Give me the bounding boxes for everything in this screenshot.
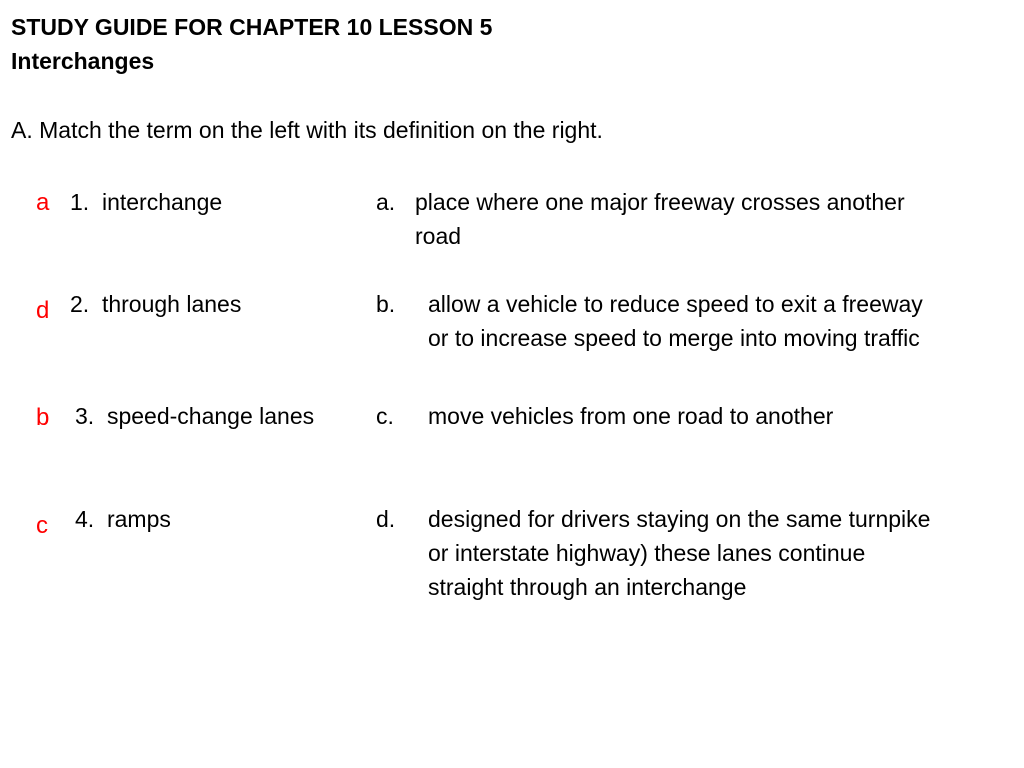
term-label: ramps (106, 506, 171, 532)
definition-line: straight through an interchange (428, 574, 747, 600)
term-item-2 (70, 287, 241, 321)
definition-d (428, 502, 1018, 604)
answer-4: c (36, 512, 48, 539)
page-title: STUDY GUIDE FOR CHAPTER 10 LESSON 5 (11, 14, 493, 40)
answer-3: b (36, 404, 50, 431)
term-label: interchange (101, 189, 223, 215)
definition-letter-c: c. (376, 403, 394, 429)
definition-line: or interstate highway) these lanes continue (428, 540, 866, 566)
term-number: 3. (75, 403, 95, 429)
definition-b (428, 287, 1018, 355)
instructions: A. Match the term on the left with its definition on the right. (11, 117, 603, 143)
term-item-3 (75, 399, 314, 433)
definition-letter-d: d. (376, 506, 396, 532)
term-label: speed-change lanes (106, 403, 315, 429)
term-item-4 (75, 502, 171, 536)
definition-letter-a: a. (376, 189, 396, 215)
term-item-1 (70, 185, 222, 219)
definition-line: place where one major freeway crosses another (415, 189, 905, 215)
definition-letter-b: b. (376, 291, 396, 317)
definition-a (415, 185, 1015, 253)
answer-1: a (36, 189, 50, 216)
definition-line: allow a vehicle to reduce speed to exit a freeway (428, 291, 923, 317)
definition-line: road (415, 223, 462, 249)
answer-2: d (36, 297, 50, 324)
term-number: 2. (70, 291, 90, 317)
term-number: 1. (70, 189, 90, 215)
definition-c (428, 399, 1018, 433)
page-subtitle: Interchanges (11, 48, 155, 74)
term-number: 4. (75, 506, 95, 532)
definition-line: designed for drivers staying on the same turnpike (428, 506, 931, 532)
definition-line: or to increase speed to merge into moving traffic (428, 325, 920, 351)
definition-line: move vehicles from one road to another (428, 403, 834, 429)
term-label: through lanes (101, 291, 242, 317)
